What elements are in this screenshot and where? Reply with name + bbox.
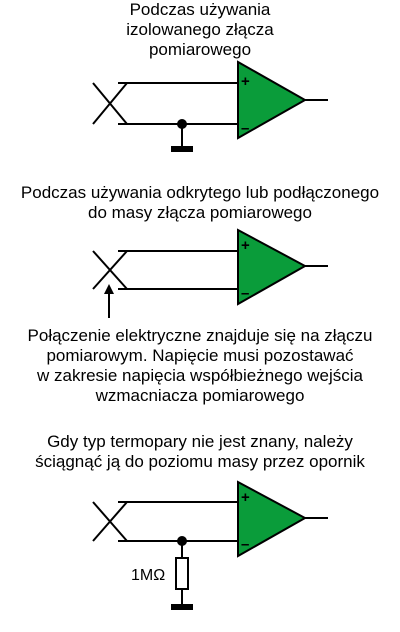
thermocouple-junction	[93, 83, 127, 124]
minus-sign: –	[241, 285, 250, 302]
ground-icon	[171, 604, 193, 610]
plus-sign: +	[241, 489, 250, 506]
circuit-isolated	[93, 62, 328, 152]
plus-sign: +	[241, 73, 250, 90]
caption-exposed-grounded-junction: Podczas używania odkrytego lub podłączonego do masy złącza pomiarowego	[20, 183, 380, 222]
circuit-exposed	[93, 230, 328, 318]
caption-isolated-junction: Podczas używania izolowanego złącza pomiarowego	[126, 0, 274, 59]
plus-sign: +	[241, 237, 250, 254]
ground-icon	[171, 146, 193, 152]
thermocouple-junction	[93, 502, 127, 541]
minus-sign: –	[241, 120, 250, 137]
minus-sign: –	[241, 536, 250, 553]
resistor-value-label: 1MΩ	[131, 567, 166, 584]
thermocouple-junction	[93, 251, 127, 289]
arrow-icon	[104, 284, 114, 294]
circuit-resistor-ground	[93, 482, 328, 610]
caption-common-mode-note: Połączenie elektryczne znajduje się na złączu pomiarowym. Napięcie musi pozostawać w zakresie napięcia współbieżnego wejścia wzmacniacza pomiarowego	[27, 326, 373, 405]
resistor-icon	[176, 558, 188, 589]
caption-unknown-thermocouple: Gdy typ termopary nie jest znany, należy ściągnąć ją do poziomu masy przez opornik	[35, 432, 365, 471]
